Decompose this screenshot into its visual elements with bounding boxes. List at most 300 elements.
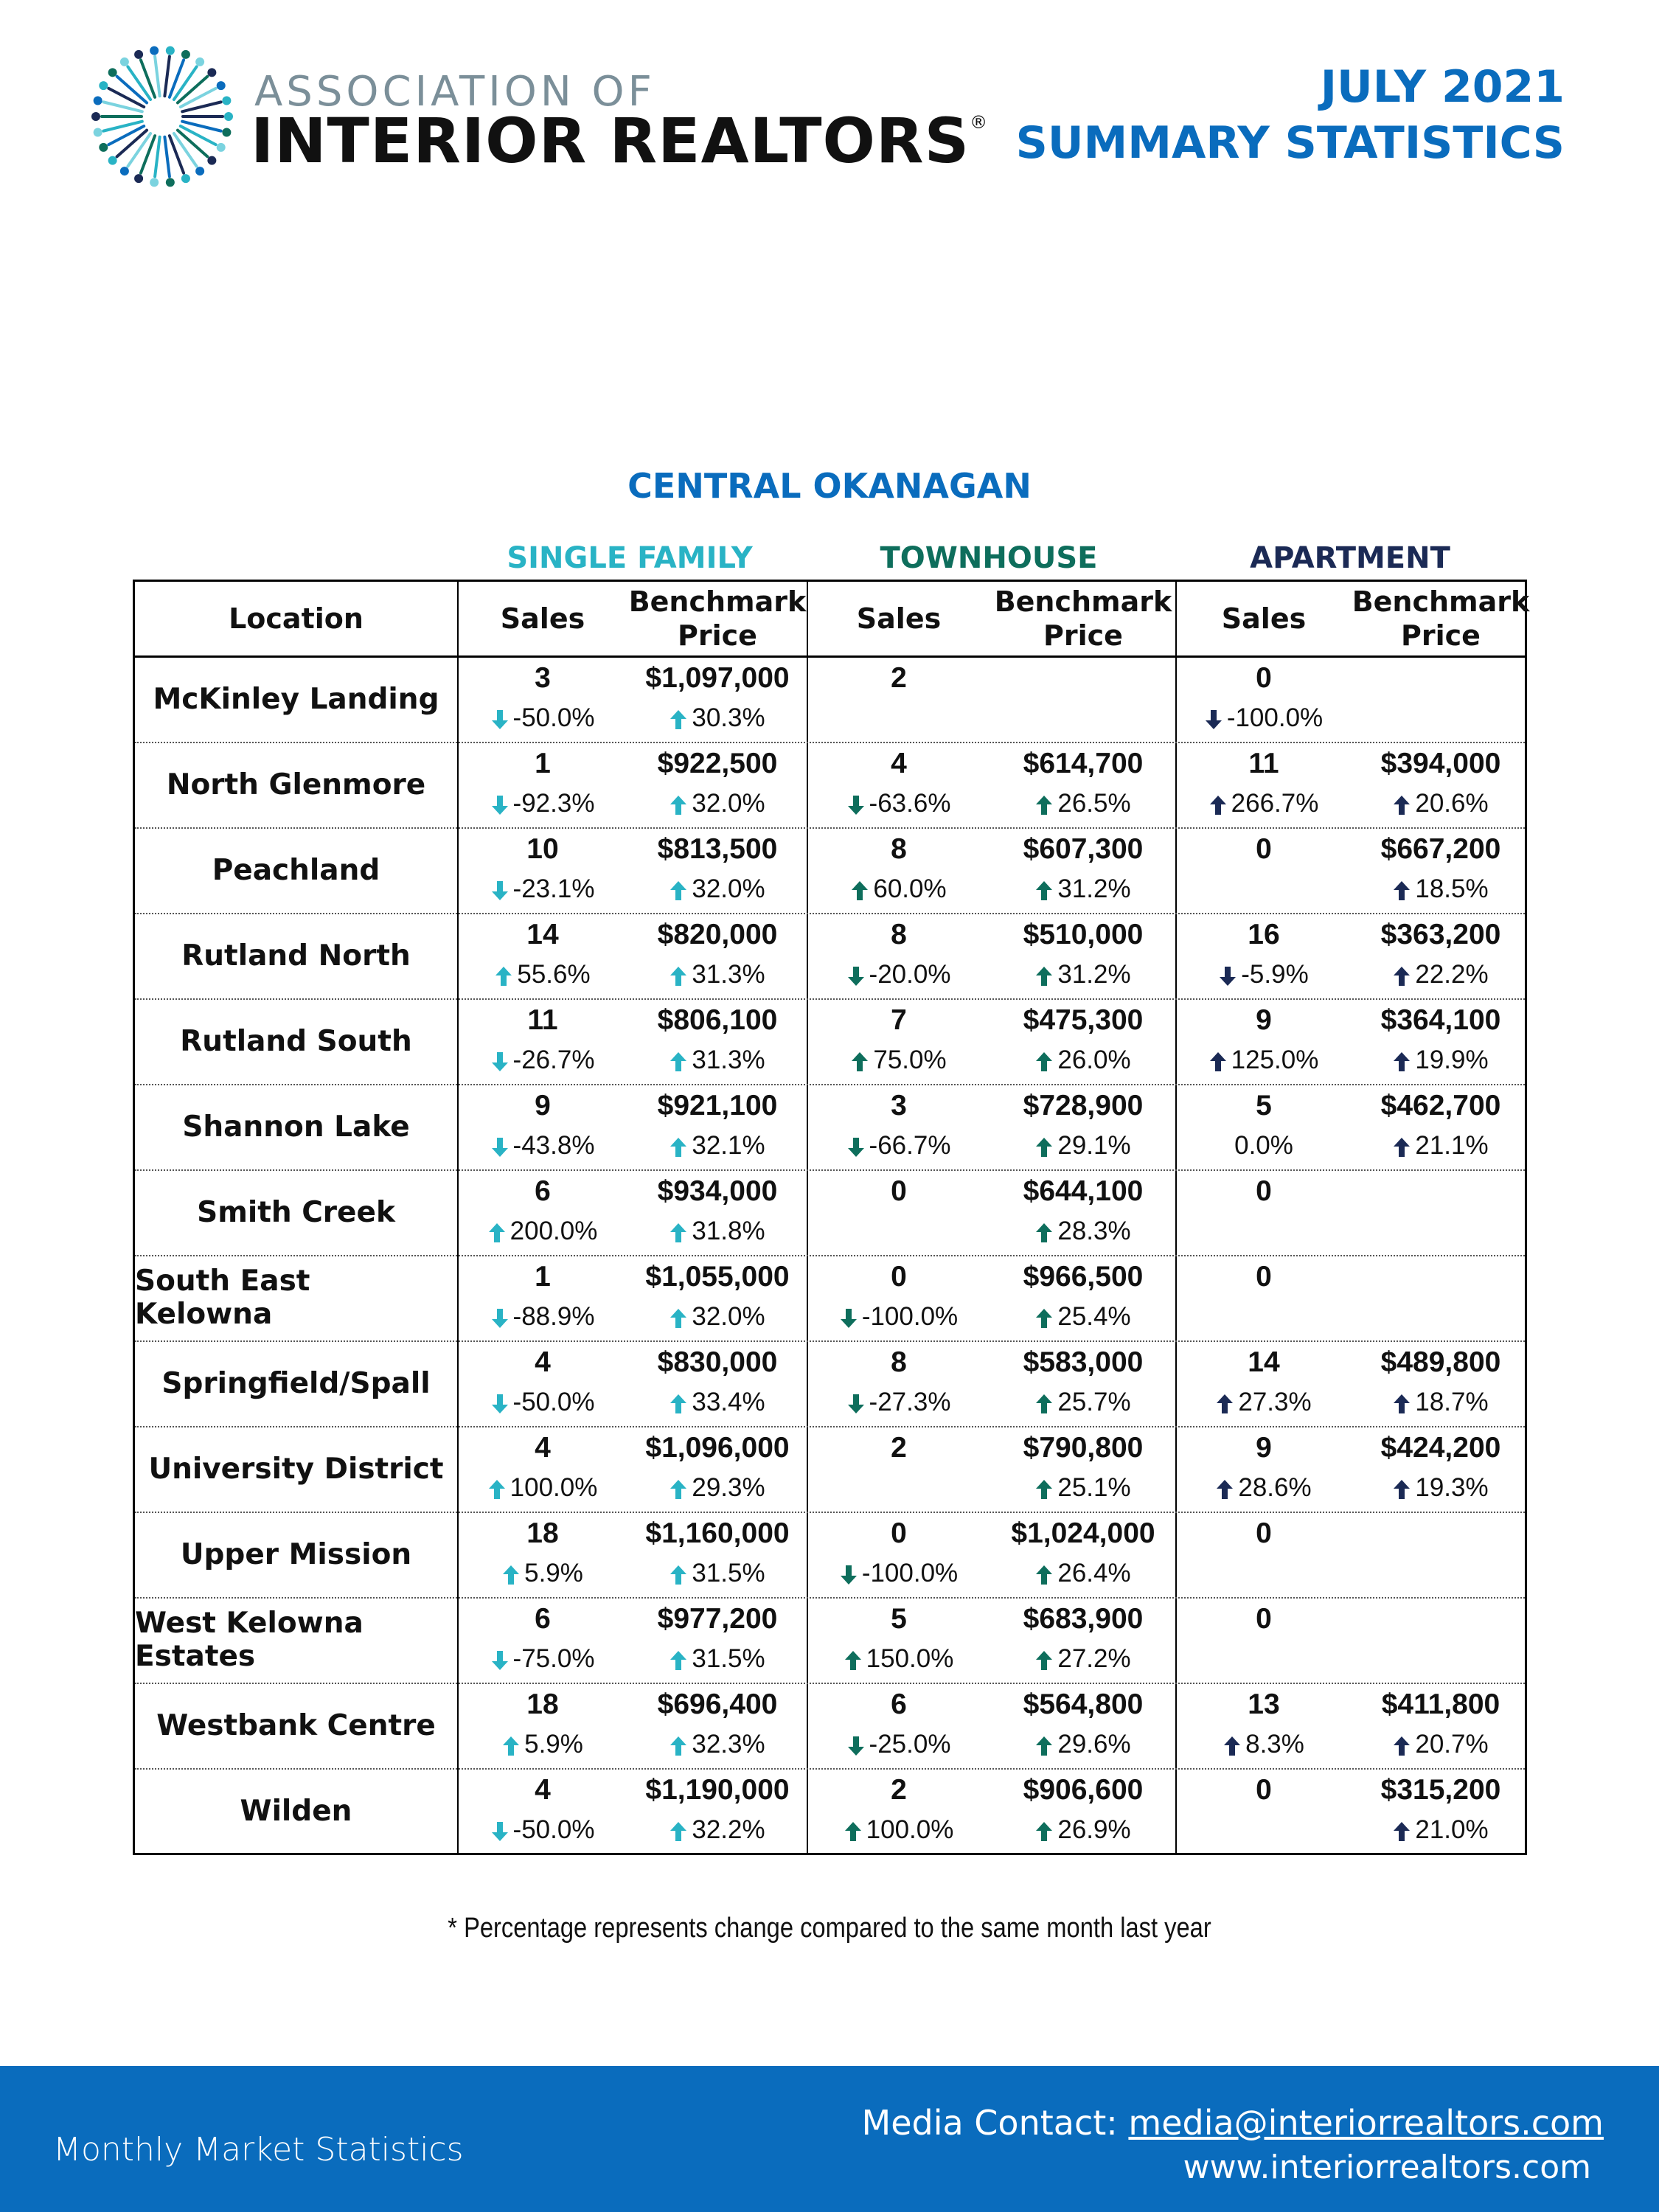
townhouse-sales: 4 [891, 748, 907, 779]
arrow-down-icon [491, 1137, 509, 1158]
townhouse-benchmark-price: $607,300 [1023, 833, 1144, 865]
column-header-th-price: Benchmark Price [994, 585, 1172, 652]
apartment-benchmark-price: $315,200 [1380, 1774, 1501, 1806]
single-family-benchmark-price: $696,400 [657, 1688, 778, 1720]
single-family-sales-change-text: -50.0% [512, 1815, 595, 1844]
single-family-sales: 1 [535, 1261, 551, 1293]
location-cell: University District [148, 1452, 444, 1486]
townhouse-price-change [991, 1046, 1175, 1075]
arrow-up-icon [1035, 1308, 1053, 1329]
arrow-up-icon [669, 1565, 687, 1585]
location-cell: Peachland [212, 853, 380, 887]
single-family-benchmark-price: $977,200 [657, 1603, 778, 1635]
townhouse-sales-change-text: -63.6% [869, 789, 951, 818]
table-row [135, 1683, 1525, 1770]
single-family-sales: 4 [535, 1346, 551, 1378]
single-family-sales: 6 [535, 1175, 551, 1207]
single-family-sales: 4 [535, 1774, 551, 1806]
single-family-sales-change-text: -23.1% [512, 874, 595, 903]
townhouse-price-change [991, 1302, 1175, 1332]
arrow-up-icon [851, 1051, 869, 1072]
single-family-sales-change [457, 1217, 628, 1246]
column-header-location: Location [229, 602, 364, 635]
apartment-sales-change-text: -5.9% [1241, 960, 1309, 989]
apartment-benchmark-price: $489,800 [1380, 1346, 1501, 1378]
media-contact-email-link[interactable]: media@interiorrealtors.com [1128, 2103, 1604, 2143]
arrow-up-icon [669, 1479, 687, 1500]
townhouse-sales-change [807, 1046, 991, 1075]
association-logo-icon [88, 43, 236, 190]
footer-section-label: Monthly Market Statistics [53, 2131, 464, 2168]
report-title-month: JULY 2021 [1320, 61, 1565, 113]
townhouse-price-change-text: 26.4% [1057, 1559, 1131, 1587]
single-family-price-change [628, 1388, 807, 1417]
arrow-up-icon [1035, 1137, 1053, 1158]
table-row [135, 1255, 1525, 1342]
arrow-up-icon [1393, 1821, 1411, 1842]
townhouse-benchmark-price: $510,000 [1023, 919, 1144, 950]
table-row [135, 742, 1525, 829]
arrow-up-icon [669, 709, 687, 730]
media-contact-label: Media Contact: [861, 2103, 1129, 2143]
single-family-sales-change-text: 5.9% [524, 1559, 583, 1587]
townhouse-sales-change-text: 100.0% [866, 1815, 954, 1844]
apartment-price-change-text: 18.5% [1415, 874, 1489, 903]
single-family-sales: 4 [535, 1432, 551, 1464]
townhouse-sales-change-text: 60.0% [873, 874, 947, 903]
location-cell: Shannon Lake [182, 1110, 410, 1144]
townhouse-sales-change [807, 1730, 991, 1759]
townhouse-sales: 8 [891, 919, 907, 950]
region-title: CENTRAL OKANAGAN [627, 466, 1032, 506]
apartment-sales-change [1175, 789, 1352, 818]
table-row [135, 913, 1525, 1000]
apartment-sales-change [1175, 1730, 1352, 1759]
arrow-up-icon [1035, 1479, 1053, 1500]
website-link[interactable]: www.interiorrealtors.com [1183, 2149, 1591, 2186]
apartment-sales-change-text: -100.0% [1226, 703, 1324, 732]
single-family-benchmark-price: $1,096,000 [645, 1432, 790, 1464]
single-family-sales: 18 [526, 1688, 559, 1720]
arrow-up-icon [1216, 1394, 1234, 1414]
apartment-price-change [1352, 1815, 1529, 1845]
apartment-price-change [1352, 789, 1529, 818]
single-family-sales-change [457, 1302, 628, 1332]
arrow-up-icon [1035, 1051, 1053, 1072]
townhouse-benchmark-price: $564,800 [1023, 1688, 1144, 1720]
single-family-sales: 9 [535, 1090, 551, 1121]
arrow-up-icon [502, 1565, 520, 1585]
single-family-sales-change [457, 1730, 628, 1759]
single-family-price-change-text: 32.1% [692, 1131, 765, 1160]
arrow-up-icon [502, 1736, 520, 1756]
townhouse-price-change-text: 28.3% [1057, 1217, 1131, 1245]
org-name-line2 [251, 105, 988, 177]
single-family-price-change [628, 703, 807, 733]
arrow-up-icon [1393, 1137, 1411, 1158]
townhouse-sales: 8 [891, 1346, 907, 1378]
apartment-sales: 0 [1256, 1603, 1272, 1635]
arrow-up-icon [1035, 1394, 1053, 1414]
arrow-up-icon [844, 1821, 862, 1842]
column-header-ap-sales: Sales [1221, 602, 1307, 635]
single-family-sales: 10 [526, 833, 559, 865]
single-family-sales-change [457, 960, 628, 990]
single-family-sales-change [457, 1644, 628, 1674]
townhouse-sales: 2 [891, 662, 907, 694]
apartment-sales: 0 [1256, 662, 1272, 694]
statistics-table [133, 580, 1530, 1855]
single-family-benchmark-price: $1,097,000 [645, 662, 790, 694]
arrow-up-icon [1393, 795, 1411, 815]
single-family-sales-change-text: 200.0% [509, 1217, 598, 1245]
townhouse-sales-change-text: 150.0% [866, 1644, 954, 1673]
apartment-sales-change-text: 0.0% [1234, 1131, 1293, 1160]
apartment-sales: 0 [1256, 1175, 1272, 1207]
apartment-sales: 14 [1248, 1346, 1280, 1378]
column-header-ap-price: Benchmark Price [1352, 585, 1530, 652]
single-family-sales-change-text: -26.7% [512, 1046, 595, 1074]
single-family-sales-change-text: 5.9% [524, 1730, 583, 1759]
townhouse-sales: 6 [891, 1688, 907, 1720]
location-cell: Westbank Centre [156, 1708, 436, 1742]
arrow-up-icon [1393, 1394, 1411, 1414]
arrow-up-icon [844, 1650, 862, 1671]
table-row [135, 827, 1525, 914]
location-cell: North Glenmore [166, 768, 426, 801]
single-family-sales-change [457, 1046, 628, 1075]
townhouse-sales: 0 [891, 1175, 907, 1207]
apartment-benchmark-price: $364,100 [1380, 1004, 1501, 1036]
townhouse-sales-change [807, 789, 991, 818]
townhouse-price-change [991, 789, 1175, 818]
townhouse-sales-change-text: -100.0% [861, 1302, 959, 1331]
arrow-down-icon [1205, 709, 1222, 730]
apartment-sales: 0 [1256, 1517, 1272, 1549]
location-cell: Wilden [240, 1794, 352, 1828]
single-family-benchmark-price: $1,055,000 [645, 1261, 790, 1293]
single-family-price-change [628, 1644, 807, 1674]
arrow-down-icon [847, 795, 865, 815]
apartment-sales-change-text: 27.3% [1238, 1388, 1312, 1416]
arrow-up-icon [1035, 1565, 1053, 1585]
single-family-sales: 1 [535, 748, 551, 779]
townhouse-sales: 0 [891, 1261, 907, 1293]
arrow-down-icon [847, 1736, 865, 1756]
single-family-sales: 14 [526, 919, 559, 950]
arrow-up-icon [1209, 1051, 1227, 1072]
arrow-down-icon [847, 966, 865, 987]
single-family-price-change [628, 1730, 807, 1759]
single-family-price-change-text: 31.5% [692, 1644, 765, 1673]
arrow-up-icon [1209, 795, 1227, 815]
townhouse-price-change [991, 960, 1175, 990]
single-family-price-change-text: 33.4% [692, 1388, 765, 1416]
arrow-up-icon [669, 1394, 687, 1414]
arrow-down-icon [491, 1308, 509, 1329]
single-family-price-change-text: 30.3% [692, 703, 765, 732]
single-family-price-change [628, 1559, 807, 1588]
arrow-up-icon [1035, 880, 1053, 901]
townhouse-benchmark-price: $728,900 [1023, 1090, 1144, 1121]
arrow-down-icon [491, 880, 509, 901]
townhouse-price-change-text: 25.4% [1057, 1302, 1131, 1331]
arrow-down-icon [491, 1650, 509, 1671]
single-family-price-change [628, 1046, 807, 1075]
single-family-price-change-text: 31.3% [692, 960, 765, 989]
single-family-price-change [628, 960, 807, 990]
org-name-line1: ASSOCIATION OF [254, 68, 655, 116]
townhouse-price-change-text: 27.2% [1057, 1644, 1131, 1673]
arrow-up-icon [1216, 1479, 1234, 1500]
townhouse-sales: 2 [891, 1774, 907, 1806]
townhouse-price-change-text: 25.7% [1057, 1388, 1131, 1416]
arrow-up-icon [1035, 1821, 1053, 1842]
townhouse-price-change [991, 1388, 1175, 1417]
townhouse-sales: 0 [891, 1517, 907, 1549]
apartment-price-change [1352, 1473, 1529, 1503]
townhouse-benchmark-price: $644,100 [1023, 1175, 1144, 1207]
townhouse-price-change-text: 29.6% [1057, 1730, 1131, 1759]
townhouse-sales: 2 [891, 1432, 907, 1464]
apartment-price-change-text: 21.1% [1415, 1131, 1489, 1160]
media-contact [862, 2103, 1604, 2143]
townhouse-benchmark-price: $683,900 [1023, 1603, 1144, 1635]
apartment-sales-change-text: 28.6% [1238, 1473, 1312, 1502]
location-cell: Rutland North [181, 939, 411, 973]
apartment-benchmark-price: $411,800 [1381, 1688, 1500, 1720]
footnote: * Percentage represents change compared to the same month last year [448, 1913, 1211, 1944]
townhouse-sales-change [807, 1815, 991, 1845]
townhouse-sales-change-text: -100.0% [861, 1559, 959, 1587]
apartment-sales-change [1175, 703, 1352, 733]
townhouse-benchmark-price: $583,000 [1023, 1346, 1144, 1378]
townhouse-price-change [991, 1644, 1175, 1674]
apartment-price-change-text: 19.9% [1415, 1046, 1489, 1074]
townhouse-sales: 3 [891, 1090, 907, 1121]
location-cell: McKinley Landing [153, 682, 439, 716]
apartment-sales: 0 [1256, 1774, 1272, 1806]
single-family-price-change-text: 31.5% [692, 1559, 765, 1587]
apartment-sales-change [1175, 1131, 1352, 1161]
group-header-townhouse: TOWNHOUSE [880, 541, 1098, 575]
arrow-up-icon [1393, 966, 1411, 987]
apartment-sales-change-text: 266.7% [1231, 789, 1319, 818]
apartment-price-change-text: 18.7% [1415, 1388, 1489, 1416]
arrow-up-icon [669, 1736, 687, 1756]
apartment-sales-change [1175, 1046, 1352, 1075]
townhouse-sales-change-text: -66.7% [869, 1131, 951, 1160]
townhouse-price-change-text: 25.1% [1057, 1473, 1131, 1502]
apartment-sales-change-text: 125.0% [1231, 1046, 1319, 1074]
single-family-sales-change-text: -50.0% [512, 1388, 595, 1416]
apartment-price-change-text: 22.2% [1415, 960, 1489, 989]
townhouse-benchmark-price: $614,700 [1023, 748, 1144, 779]
group-header-single-family: SINGLE FAMILY [507, 541, 753, 575]
arrow-up-icon [669, 1650, 687, 1671]
arrow-up-icon [669, 880, 687, 901]
footer-bar [0, 2066, 1659, 2212]
single-family-sales-change [457, 1388, 628, 1417]
townhouse-sales-change [807, 1302, 991, 1332]
single-family-price-change-text: 29.3% [692, 1473, 765, 1502]
single-family-benchmark-price: $1,190,000 [645, 1774, 790, 1806]
apartment-sales-change [1175, 1388, 1352, 1417]
single-family-sales-change-text: 100.0% [509, 1473, 598, 1502]
townhouse-benchmark-price: $475,300 [1023, 1004, 1144, 1036]
arrow-up-icon [1035, 1736, 1053, 1756]
arrow-up-icon [1393, 1736, 1411, 1756]
arrow-up-icon [1223, 1736, 1241, 1756]
arrow-up-icon [1393, 1051, 1411, 1072]
column-header-sf-sales: Sales [500, 602, 585, 635]
single-family-sales-change [457, 789, 628, 818]
arrow-down-icon [491, 1051, 509, 1072]
report-title-subtitle: SUMMARY STATISTICS [1015, 117, 1565, 169]
single-family-sales-change-text: -75.0% [512, 1644, 595, 1673]
arrow-down-icon [491, 795, 509, 815]
single-family-benchmark-price: $934,000 [657, 1175, 778, 1207]
apartment-price-change [1352, 1388, 1529, 1417]
single-family-sales: 18 [526, 1517, 559, 1549]
column-header-th-sales: Sales [856, 602, 942, 635]
arrow-up-icon [1393, 1479, 1411, 1500]
column-header-sf-price: Benchmark Price [628, 585, 807, 652]
table-row [135, 656, 1525, 743]
townhouse-sales-change [807, 1559, 991, 1588]
townhouse-sales-change [807, 960, 991, 990]
townhouse-price-change-text: 26.9% [1057, 1815, 1131, 1844]
apartment-sales: 11 [1248, 748, 1279, 779]
single-family-sales-change-text: -50.0% [512, 703, 595, 732]
location-cell: West Kelowna Estates [135, 1607, 364, 1673]
single-family-price-change [628, 874, 807, 904]
townhouse-sales-change-text: -27.3% [869, 1388, 951, 1416]
arrow-up-icon [669, 795, 687, 815]
arrow-down-icon [847, 1394, 865, 1414]
location-cell: Smith Creek [197, 1195, 395, 1229]
single-family-sales: 3 [535, 662, 551, 694]
single-family-sales-change [457, 703, 628, 733]
single-family-sales-change [457, 1559, 628, 1588]
single-family-sales-change [457, 1815, 628, 1845]
apartment-sales: 9 [1256, 1004, 1272, 1036]
single-family-price-change-text: 32.2% [692, 1815, 765, 1844]
townhouse-sales: 7 [891, 1004, 907, 1036]
single-family-price-change-text: 31.3% [692, 1046, 765, 1074]
single-family-benchmark-price: $921,100 [657, 1090, 778, 1121]
apartment-sales-change [1175, 960, 1352, 990]
apartment-sales-change-text: 8.3% [1245, 1730, 1304, 1759]
table-row [135, 1512, 1525, 1599]
townhouse-sales-change [807, 1388, 991, 1417]
single-family-price-change [628, 789, 807, 818]
report-title [1016, 59, 1565, 171]
location-cell: Upper Mission [180, 1537, 412, 1571]
single-family-price-change [628, 1302, 807, 1332]
townhouse-sales-change [807, 1644, 991, 1674]
townhouse-sales: 5 [891, 1603, 907, 1635]
single-family-sales-change-text: 55.6% [517, 960, 591, 989]
townhouse-price-change [991, 1559, 1175, 1588]
arrow-up-icon [1393, 880, 1411, 901]
arrow-down-icon [491, 1394, 509, 1414]
arrow-down-icon [1219, 966, 1237, 987]
table-row [135, 1340, 1525, 1427]
table-row [135, 998, 1525, 1085]
arrow-up-icon [669, 1051, 687, 1072]
arrow-up-icon [669, 1222, 687, 1243]
apartment-sales: 13 [1248, 1688, 1280, 1720]
single-family-sales-change [457, 1473, 628, 1503]
org-name-text: INTERIOR REALTORS [251, 105, 970, 177]
arrow-up-icon [1035, 1650, 1053, 1671]
location-cell: South East Kelowna [135, 1265, 310, 1331]
single-family-price-change-text: 31.8% [692, 1217, 765, 1245]
table-row [135, 1597, 1525, 1684]
townhouse-sales-change-text: -20.0% [869, 960, 951, 989]
townhouse-price-change [991, 1815, 1175, 1845]
townhouse-price-change-text: 29.1% [1057, 1131, 1131, 1160]
arrow-up-icon [1035, 795, 1053, 815]
apartment-sales-change [1175, 1473, 1352, 1503]
arrow-up-icon [669, 1308, 687, 1329]
apartment-benchmark-price: $394,000 [1380, 748, 1501, 779]
arrow-up-icon [669, 1137, 687, 1158]
single-family-price-change [628, 1815, 807, 1845]
apartment-sales: 0 [1256, 1261, 1272, 1293]
arrow-up-icon [1035, 966, 1053, 987]
single-family-benchmark-price: $922,500 [657, 748, 778, 779]
single-family-benchmark-price: $820,000 [657, 919, 778, 950]
apartment-benchmark-price: $667,200 [1380, 833, 1501, 865]
single-family-price-change [628, 1217, 807, 1246]
arrow-up-icon [488, 1479, 506, 1500]
townhouse-price-change-text: 26.5% [1057, 789, 1131, 818]
single-family-sales-change [457, 874, 628, 904]
single-family-price-change [628, 1131, 807, 1161]
townhouse-benchmark-price: $966,500 [1023, 1261, 1144, 1293]
single-family-price-change-text: 32.0% [692, 789, 765, 818]
townhouse-sales-change [807, 874, 991, 904]
table-row [135, 1426, 1525, 1513]
single-family-sales: 6 [535, 1603, 551, 1635]
single-family-benchmark-price: $830,000 [657, 1346, 778, 1378]
apartment-price-change-text: 20.6% [1415, 789, 1489, 818]
townhouse-benchmark-price: $790,800 [1023, 1432, 1144, 1464]
townhouse-sales: 8 [891, 833, 907, 865]
townhouse-price-change [991, 1473, 1175, 1503]
arrow-down-icon [840, 1308, 858, 1329]
table-row [135, 1084, 1525, 1171]
apartment-price-change [1352, 1131, 1529, 1161]
townhouse-price-change-text: 31.2% [1057, 960, 1131, 989]
single-family-sales-change [457, 1131, 628, 1161]
single-family-price-change-text: 32.0% [692, 874, 765, 903]
registered-mark: ® [970, 112, 989, 133]
apartment-benchmark-price: $363,200 [1380, 919, 1501, 950]
single-family-price-change [628, 1473, 807, 1503]
arrow-down-icon [491, 1821, 509, 1842]
apartment-price-change-text: 19.3% [1415, 1473, 1489, 1502]
townhouse-price-change-text: 31.2% [1057, 874, 1131, 903]
apartment-benchmark-price: $462,700 [1380, 1090, 1501, 1121]
arrow-up-icon [669, 966, 687, 987]
location-cell: Rutland South [180, 1024, 412, 1058]
arrow-up-icon [851, 880, 869, 901]
arrow-up-icon [495, 966, 512, 987]
apartment-sales: 16 [1248, 919, 1280, 950]
